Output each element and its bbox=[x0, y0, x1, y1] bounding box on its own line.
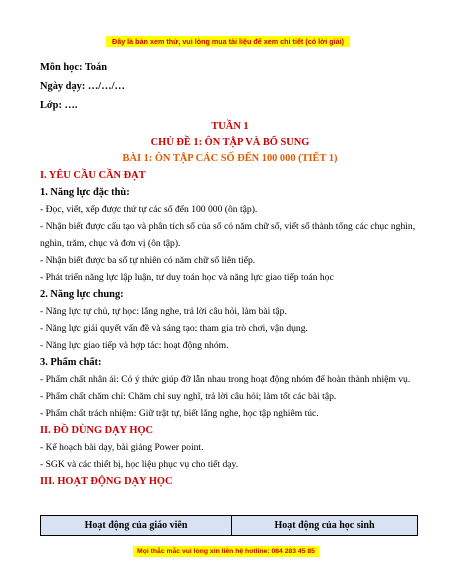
document-page bbox=[40, 58, 420, 490]
lesson-title: BÀI 1: ÔN TẬP CÁC SỐ ĐẾN 100 000 (TIẾT 1) bbox=[122, 153, 338, 164]
list-item: - Phẩm chất chăm chỉ: Chăm chỉ suy nghĩ, trả lời câu hỏi; làm tốt các bài tập. bbox=[40, 391, 337, 402]
section-materials-heading: II. ĐỒ DÙNG DẠY HỌC bbox=[40, 425, 154, 436]
subsection-qualities: 3. Phẩm chất: bbox=[40, 357, 102, 368]
list-item: - Năng lực giải quyết vấn đề và sáng tạo: tham gia trò chơi, vận dụng. bbox=[40, 323, 308, 334]
teacher-activity-header: Hoạt động của giáo viên bbox=[41, 516, 232, 536]
section-objectives-heading: I. YÊU CẦU CẦN ĐẠT bbox=[40, 170, 146, 181]
preview-banner: Đây là bản xem thử, vui lòng mua tài liệu để xem chi tiết (có lời giải) bbox=[106, 36, 350, 47]
list-item: - Năng lực tự chủ, tự học: lắng nghe, trả lời câu hỏi, làm bài tập. bbox=[40, 306, 287, 317]
table-header-row bbox=[41, 516, 418, 536]
week-title: TUẦN 1 bbox=[211, 121, 249, 132]
list-item: - Phát triển năng lực lập luận, tư duy toán học và năng lực giao tiếp toán học bbox=[40, 272, 334, 283]
grade-line: Lớp: …. bbox=[40, 100, 78, 111]
topic-title: CHỦ ĐỀ 1: ÔN TẬP VÀ BỔ SUNG bbox=[150, 137, 310, 148]
list-item: - SGK và các thiết bị, học liệu phục vụ cho tiết dạy. bbox=[40, 459, 239, 470]
subsection-general-competence: 2. Năng lực chung: bbox=[40, 289, 124, 300]
hotline-footer: Mọi thắc mắc vui lòng xin liên hệ hotline: 084 283 45 85 bbox=[133, 546, 319, 557]
list-item: - Đọc, viết, xếp được thứ tự các số đến 100 000 (ôn tập). bbox=[40, 204, 258, 215]
list-item: - Phẩm chất nhân ái: Có ý thức giúp đỡ lẫn nhau trong hoạt động nhóm để hoàn thành nhiệm vụ. bbox=[40, 374, 411, 385]
activities-table bbox=[40, 515, 418, 536]
section-activities-heading: III. HOẠT ĐỘNG DẠY HỌC bbox=[40, 476, 173, 487]
list-item: - Nhận biết được cấu tạo và phân tích số của số có năm chữ số, viết số thành tổng các chục nghìn, nghìn, trăm, chục và đơn vị (ôn tập). bbox=[40, 221, 416, 249]
student-activity-header: Hoạt động của học sinh bbox=[232, 516, 418, 536]
subsection-specific-competence: 1. Năng lực đặc thù: bbox=[40, 187, 130, 198]
subject-line: Môn học: Toán bbox=[40, 62, 107, 73]
list-item: - Nhận biết được ba số tự nhiên có năm chữ số liên tiếp. bbox=[40, 255, 256, 266]
list-item: - Phẩm chất trách nhiệm: Giữ trật tự, biết lắng nghe, học tập nghiêm túc. bbox=[40, 408, 319, 419]
list-item: - Năng lực giao tiếp và hợp tác: hoạt động nhóm. bbox=[40, 340, 229, 351]
date-line: Ngày dạy: …/…/… bbox=[40, 81, 125, 92]
list-item: - Kế hoạch bài dạy, bài giảng Power point. bbox=[40, 442, 204, 453]
